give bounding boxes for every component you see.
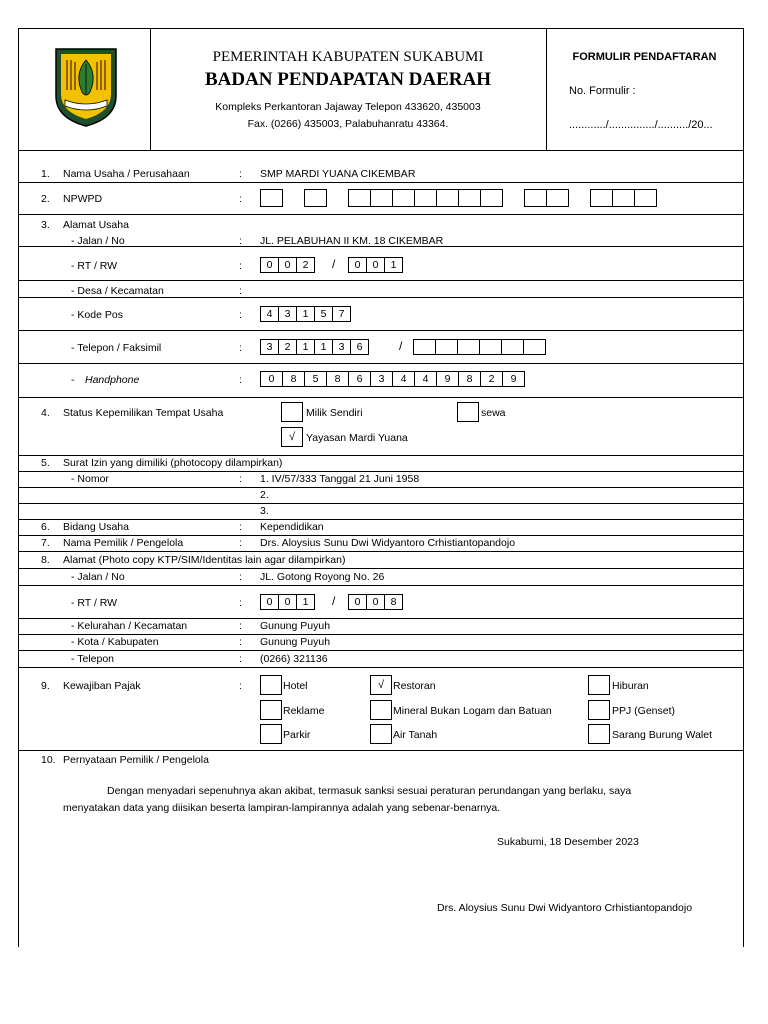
row-status: [19, 397, 743, 456]
kodepos-digit-box[interactable]: 5: [314, 306, 333, 322]
faksimil-digit-box[interactable]: [413, 339, 436, 355]
izin-3-value: 3.: [260, 505, 269, 517]
item-number: 5.: [41, 457, 50, 469]
rw-digit-box[interactable]: 0: [348, 594, 367, 610]
tax-mineral-checkbox[interactable]: [370, 700, 392, 720]
npwpd-digit-box[interactable]: [436, 189, 459, 207]
tax-parkir-checkbox[interactable]: [260, 724, 282, 744]
npwpd-digit-box[interactable]: [524, 189, 547, 207]
item-number: 7.: [41, 537, 50, 549]
hp-digit-box[interactable]: 6: [348, 371, 371, 387]
form-number-label: No. Formulir :: [569, 85, 636, 97]
alamat-pemilik-label: Alamat (Photo copy KTP/SIM/Identitas lain agar dilampirkan): [63, 554, 346, 566]
agency-name: BADAN PENDAPATAN DAERAH: [204, 69, 492, 90]
tax-hiburan-checkbox[interactable]: [588, 675, 610, 695]
nama-usaha-label: Nama Usaha / Perusahaan: [63, 168, 190, 180]
rt-digit-box[interactable]: 0: [278, 257, 297, 273]
hp-digit-box[interactable]: 4: [392, 371, 415, 387]
colon: :: [239, 473, 242, 485]
npwpd-digit-box[interactable]: [414, 189, 437, 207]
sewa-checkbox[interactable]: [457, 402, 479, 422]
agency-address: Fax. (0266) 435003, Palabuhanratu 43364.: [247, 118, 449, 130]
colon: :: [239, 521, 242, 533]
registration-form: [18, 28, 744, 947]
faksimil-digit-box[interactable]: [523, 339, 546, 355]
rt-digit-box[interactable]: 1: [296, 594, 315, 610]
jalan-value: JL. PELABUHAN II KM. 18 CIKEMBAR: [260, 235, 444, 247]
milik-sendiri-label: Milik Sendiri: [306, 407, 363, 419]
telepon-digit-box[interactable]: 2: [278, 339, 297, 355]
nomor-label: - Nomor: [71, 473, 109, 485]
faksimil-digit-box[interactable]: [479, 339, 502, 355]
npwpd-digit-box[interactable]: [634, 189, 657, 207]
rt-digit-box[interactable]: 0: [278, 594, 297, 610]
rw-digit-box[interactable]: 0: [348, 257, 367, 273]
hp-digit-box[interactable]: 8: [458, 371, 481, 387]
agency-address: Kompleks Perkantoran Jajaway Telepon 433620, 435003: [215, 101, 481, 113]
npwpd-digit-box[interactable]: [612, 189, 635, 207]
slash-separator: /: [399, 339, 403, 353]
tax-ppj-label: PPJ (Genset): [612, 705, 676, 717]
colon: :: [239, 342, 242, 354]
row-izin2: [19, 487, 743, 504]
colon: :: [239, 260, 242, 272]
item-number: 4.: [41, 407, 50, 419]
colon: :: [239, 168, 242, 180]
tax-air-label: Air Tanah: [393, 729, 438, 741]
hp-digit-box[interactable]: 4: [414, 371, 437, 387]
tax-walet-checkbox[interactable]: [588, 724, 610, 744]
colon: :: [239, 235, 242, 247]
government-name: PEMERINTAH KABUPATEN SUKABUMI: [212, 49, 484, 65]
npwpd-digit-box[interactable]: [590, 189, 613, 207]
faksimil-digit-box[interactable]: [435, 339, 458, 355]
colon: :: [239, 653, 242, 665]
tax-air-checkbox[interactable]: [370, 724, 392, 744]
statement-text: menyatakan data yang diisikan beserta lampiran-lampirannya adalah yang sebenar-benarnya.: [63, 802, 501, 814]
bidang-value: Kependidikan: [260, 521, 324, 533]
kodepos-digit-box[interactable]: 7: [332, 306, 351, 322]
yayasan-checkbox[interactable]: √: [281, 427, 303, 447]
bidang-label: Bidang Usaha: [63, 521, 129, 533]
telepon-digit-box[interactable]: 3: [332, 339, 351, 355]
colon: :: [239, 680, 242, 692]
kodepos-digit-box[interactable]: 3: [278, 306, 297, 322]
header-bottom-border: [19, 150, 743, 151]
kota-label: - Kota / Kabupaten: [71, 636, 159, 648]
place-date: Sukabumi, 18 Desember 2023: [497, 836, 639, 848]
tax-reklame-checkbox[interactable]: [260, 700, 282, 720]
npwpd-digit-box[interactable]: [546, 189, 569, 207]
rw-digit-box[interactable]: 0: [366, 594, 385, 610]
colon: :: [239, 374, 242, 386]
jalan2-label: - Jalan / No: [71, 571, 125, 583]
hp-digit-box[interactable]: 8: [326, 371, 349, 387]
npwpd-digit-box[interactable]: [392, 189, 415, 207]
rw-digit-box[interactable]: 8: [384, 594, 403, 610]
hp-digit-box[interactable]: 9: [436, 371, 459, 387]
faksimil-digit-box[interactable]: [457, 339, 480, 355]
jalan-label: - Jalan / No: [71, 235, 125, 247]
slash-separator: /: [332, 257, 336, 271]
yayasan-label: Yayasan Mardi Yuana: [306, 432, 408, 444]
rw-digit-box[interactable]: 1: [384, 257, 403, 273]
desa-label: - Desa / Kecamatan: [71, 285, 164, 297]
item-number: 8.: [41, 554, 50, 566]
colon: :: [239, 636, 242, 648]
colon: :: [239, 620, 242, 632]
header-divider: [546, 29, 547, 150]
jalan2-value: JL. Gotong Royong No. 26: [260, 571, 385, 583]
kelurahan-label: - Kelurahan / Kecamatan: [71, 620, 188, 632]
npwpd-digit-box[interactable]: [480, 189, 503, 207]
tax-ppj-checkbox[interactable]: [588, 700, 610, 720]
form-title: FORMULIR PENDAFTARAN: [572, 51, 717, 63]
item-number: 10.: [41, 754, 56, 766]
faksimil-digit-box[interactable]: [501, 339, 524, 355]
hp-digit-box[interactable]: 2: [480, 371, 503, 387]
hp-digit-box[interactable]: 3: [370, 371, 393, 387]
row-tel2: [19, 650, 743, 668]
slash-separator: /: [332, 594, 336, 608]
hp-digit-box[interactable]: 5: [304, 371, 327, 387]
pajak-label: Kewajiban Pajak: [63, 680, 141, 692]
kodepos-digit-box[interactable]: 1: [296, 306, 315, 322]
npwpd-label: NPWPD: [63, 193, 103, 205]
telepon-digit-box[interactable]: 1: [314, 339, 333, 355]
tax-mineral-label: Mineral Bukan Logam dan Batuan: [393, 705, 552, 717]
npwpd-digit-box[interactable]: [370, 189, 393, 207]
item-number: 9.: [41, 680, 50, 692]
rtrw-label: - RT / RW: [71, 260, 118, 272]
npwpd-digit-box[interactable]: [458, 189, 481, 207]
status-label: Status Kepemilikan Tempat Usaha: [63, 407, 224, 419]
signatory-name: Drs. Aloysius Sunu Dwi Widyantoro Crhistiantopandojo: [437, 902, 693, 914]
row-kodepos: [19, 297, 743, 331]
kota-value: Gunung Puyuh: [260, 636, 331, 648]
item-number: 3.: [41, 219, 50, 231]
tax-restoran-checkbox[interactable]: √: [370, 675, 392, 695]
form-date-placeholder: ............/.............../........../20...: [569, 119, 713, 131]
nama-usaha-value: SMP MARDI YUANA CIKEMBAR: [260, 168, 416, 180]
telepon-digit-box[interactable]: 3: [260, 339, 279, 355]
npwpd-digit-box[interactable]: [260, 189, 283, 207]
colon: :: [239, 285, 242, 297]
kelurahan-value: Gunung Puyuh: [260, 620, 331, 632]
milik-sendiri-checkbox[interactable]: [281, 402, 303, 422]
rt-digit-box[interactable]: 0: [260, 594, 279, 610]
kodepos-label: - Kode Pos: [71, 309, 123, 321]
pemilik-label: Nama Pemilik / Pengelola: [63, 537, 184, 549]
rt-digit-box[interactable]: 2: [296, 257, 315, 273]
telepon-label: - Telepon / Faksimil: [71, 342, 162, 354]
hp-digit-box[interactable]: 8: [282, 371, 305, 387]
hp-digit-box[interactable]: 9: [502, 371, 525, 387]
tax-hotel-label: Hotel: [283, 680, 308, 692]
pernyataan-label: Pernyataan Pemilik / Pengelola: [63, 754, 209, 766]
rw-digit-box[interactable]: 0: [366, 257, 385, 273]
tax-walet-label: Sarang Burung Walet: [612, 729, 713, 741]
item-number: 2.: [41, 193, 50, 205]
telepon-digit-box[interactable]: 1: [296, 339, 315, 355]
izin-2-value: 2.: [260, 489, 269, 501]
item-number: 6.: [41, 521, 50, 533]
colon: :: [239, 309, 242, 321]
colon: :: [239, 537, 242, 549]
npwpd-digit-box[interactable]: [304, 189, 327, 207]
tax-hotel-checkbox[interactable]: [260, 675, 282, 695]
kodepos-digit-box[interactable]: 4: [260, 306, 279, 322]
surat-izin-label: Surat Izin yang dimiliki (photocopy dilampirkan): [63, 457, 283, 469]
tax-hiburan-label: Hiburan: [612, 680, 649, 692]
alamat-usaha-label: Alamat Usaha: [63, 219, 129, 231]
telepon2-label: - Telepon: [71, 653, 115, 665]
rtrw2-label: - RT / RW: [71, 597, 118, 609]
tax-restoran-label: Restoran: [393, 680, 436, 692]
sewa-label: sewa: [481, 407, 506, 419]
tax-reklame-label: Reklame: [283, 705, 325, 717]
sukabumi-emblem-icon: [53, 46, 119, 128]
izin-1-value: 1. IV/57/333 Tanggal 21 Juni 1958: [260, 473, 420, 485]
statement-text: Dengan menyadari sepenuhnya akan akibat, termasuk sanksi sesuai peraturan perundangan yang berlaku, saya: [107, 785, 632, 797]
rt-digit-box[interactable]: 0: [260, 257, 279, 273]
colon: :: [239, 571, 242, 583]
colon: :: [239, 193, 242, 205]
item-number: 1.: [41, 168, 50, 180]
npwpd-digit-box[interactable]: [348, 189, 371, 207]
colon: :: [239, 597, 242, 609]
hp-digit-box[interactable]: 0: [260, 371, 283, 387]
telepon2-value: (0266) 321136: [260, 653, 328, 665]
pemilik-value: Drs. Aloysius Sunu Dwi Widyantoro Crhistiantopandojo: [260, 537, 516, 549]
telepon-digit-box[interactable]: 6: [350, 339, 369, 355]
tax-parkir-label: Parkir: [283, 729, 311, 741]
handphone-label: Handphone: [85, 374, 140, 386]
dash: -: [71, 374, 75, 386]
row-izin3: [19, 503, 743, 520]
